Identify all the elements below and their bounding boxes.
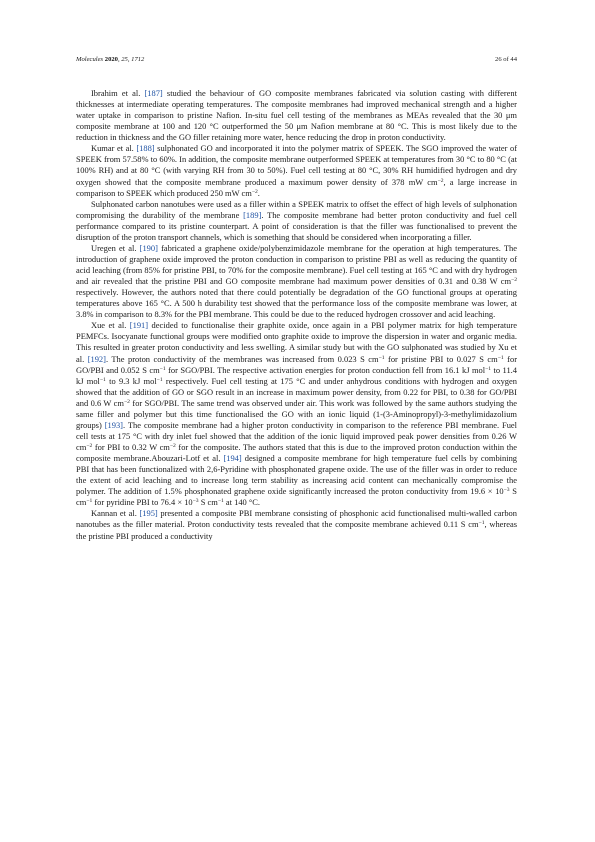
text-run: . The composite membrane had a higher proton conductivity in comparison to the reference PBI membrane. Fuel cell tests at 175 °C with dry inlet fuel showed that the addition of the ionic liquid improved peak power densities from 0.26 W cm — [76, 419, 518, 452]
journal-citation — [76, 56, 144, 63]
text-run: . The proton conductivity of the membranes was increased from 0.023 S cm — [105, 353, 379, 364]
text-run: for pristine PBI to 0.027 S cm — [384, 353, 498, 364]
text-run: for GO/PBI and 0.052 S cm — [76, 353, 518, 375]
superscript: −1 — [156, 376, 163, 383]
text-run: to 9.3 kJ mol — [105, 375, 157, 386]
page-header — [76, 56, 517, 63]
citation-link[interactable]: [193] — [104, 419, 123, 430]
text-run: for SGO/PBI. The respective activation energies for proton conduction fell from 16.1 kJ mol — [165, 364, 486, 375]
citation-link[interactable]: [194] — [223, 453, 242, 464]
text-run: presented a composite PBI membrane consisting of phosphonic acid functionalised multi-walled carbon nanotubes as the filler material. Proton conductivity tests revealed that the composite membrane achieved 0.11 S cm — [76, 508, 517, 530]
body-text — [76, 88, 517, 542]
citation-link[interactable]: [192] — [87, 353, 106, 364]
paragraph-kumar — [76, 143, 517, 198]
paragraph-kannan — [76, 508, 517, 541]
text-run: studied the behaviour of GO composite membranes fabricated via solution casting with different thicknesses at intermediate operating temperatures. The composite membranes had improved mechanical strength and a higher water uptake in comparison to pristine Nafion. In-situ fuel cell testing of the membranes as MEAs revealed that the 30 μm composite membrane at 100 and 120 °C outperformed the 50 μm Nafion membrane at 80 °C. This is most likely due to the reduction in thickness and the GO filler retaining more water, hence reducing the drop in proton conductivity. — [76, 88, 517, 143]
superscript: −1 — [478, 520, 485, 527]
citation-link[interactable]: [195] — [139, 508, 158, 519]
text-run: . — [257, 187, 260, 198]
citation-link[interactable]: [191] — [129, 320, 149, 331]
text-run: at 140 °C. — [223, 497, 260, 508]
text-run: S cm — [198, 497, 218, 508]
superscript: −1 — [485, 365, 492, 372]
superscript: −3 — [503, 487, 510, 494]
text-run: designed a composite membrane for high temperature fuel cells by combining PBI that has been functionalized with 2,6-Pyridine with phosphonated grapene oxide. The use of the filler was in order to reduce the extent of acid leaching and to increase long term stability as increasing acid content can mechanically compromise the polymer. The addition of 1.5% phosphonated graphene oxide significantly increased the proton conductivity from 19.6 × 10 — [76, 453, 518, 497]
text-run: Xue et al. — [91, 320, 130, 331]
text-run: decided to functionalise their graphite oxide, once again in a PBI polymer matrix for high temperature PEMFCs. Isocyanate functional groups were modified onto graphite oxide to improve the dispersion in water and organic media. This resulted in greater proton conductivity and less swelling. A similar study but with the GO sulphonated was studied by Xu et al. — [76, 320, 517, 364]
text-run: Sulphonated carbon nanotubes were used as a filler within a SPEEK matrix to offset the effect of high levels of sulphonation compromising the durability of the membrane — [76, 198, 517, 220]
superscript: −1 — [86, 498, 93, 505]
citation-link[interactable]: [188] — [136, 143, 155, 154]
text-run: for the composite. The authors stated that this is due to the improved proton conduction within the composite membrane.Abouzari-Lotf et al. — [76, 442, 517, 464]
superscript: −1 — [99, 376, 106, 383]
text-run: for pyridine PBI to 76.4 × 10 — [92, 497, 193, 508]
superscript: −2 — [124, 398, 130, 405]
superscript: −2 — [251, 188, 258, 195]
paragraph-sulphonated-cnt — [76, 199, 517, 243]
text-run: respectively. Fuel cell testing at 175 °C and under anhydrous conditions with hydrogen and oxygen showed that the addition of GO or SGO result in an increase in maximum power density, from 0.22 for PBI, to 0.38 for GO/PBI and 0.6 W cm — [76, 375, 517, 408]
text-run: to 11.4 kJ mol — [76, 364, 518, 386]
superscript: −2 — [511, 277, 517, 284]
text-run: Ibrahim et al. — [91, 88, 145, 98]
citation-link[interactable]: [187] — [144, 88, 163, 98]
text-run: , whereas the pristine PBI produced a conductivity — [76, 519, 517, 541]
journal-name: Molecules — [76, 56, 104, 63]
superscript: −1 — [497, 354, 504, 361]
paragraph-uregen — [76, 243, 517, 320]
text-run: Kumar et al. — [91, 143, 137, 154]
superscript: −1 — [378, 354, 385, 361]
paragraph-xue — [76, 320, 517, 508]
superscript: −1 — [159, 365, 166, 372]
citation-link[interactable]: [190] — [139, 242, 158, 253]
citation-link[interactable]: [189] — [243, 209, 262, 220]
journal-year: 2020 — [104, 56, 118, 63]
text-run: for SGO/PBI. The same trend was observed under air. This work was followed by the same authors studying the same filler and polymer but this time functionalised the GO with an ionic liquid (1-(3-Aminopropyl)-3-methylimidazolium groups) — [76, 397, 517, 430]
superscript: −1 — [217, 498, 224, 505]
text-run: for PBI to 0.32 W cm — [92, 442, 170, 452]
journal-volume-pages: , 25, 1712 — [117, 56, 145, 63]
superscript: −2 — [86, 443, 93, 449]
text-run: . The composite membrane had better proton conductivity and fuel cell performance compared to its pristine counterpart. A point of consideration is that the filler was functionalised to prevent the disruption of the proton transport channels, which is something that should be considered when incorporating a filler. — [76, 209, 517, 242]
superscript: −2 — [169, 443, 176, 449]
text-run: sulphonated GO and incorporated it into the polymer matrix of SPEEK. The SGO improved the water of SPEEK from 57.58% to 60%. In addition, the composite membrane outperformed SPEEK at temperatures from 30 °C to 80 °C (at 100% RH) and at 80 °C (with varying RH from 30 to 50%). Fuel cell testing at 80 °C, 30% RH humidified hydrogen and dry oxygen showed that the composite membrane produced a maximum power density of 378 mW cm — [76, 143, 517, 187]
superscript: −3 — [192, 498, 199, 505]
text-run: Uregen et al. — [91, 242, 140, 253]
text-run: , a large increase in comparison to SPEEK which produced 250 mW cm — [76, 176, 517, 198]
text-run: S cm — [76, 486, 517, 508]
page-number: 26 of 44 — [495, 56, 517, 63]
text-run: respectively. However, the authors noted that there could potentially be degradation of the GO functional groups at operating temperatures above 165 °C. A 500 h durability test showed that the performance loss of the composite membrane was lower, at 3.8% in comparison to 8.3% for the PBI membrane. This could be due to the reduced hydrogen crossover and acid leaching. — [76, 287, 517, 320]
paragraph-ibrahim — [76, 88, 517, 143]
text-run: Kannan et al. — [91, 508, 140, 519]
text-run: fabricated a graphene oxide/polybenzimidazole membrane for the operation at high temperatures. The introduction of graphene oxide improved the proton conduction in comparison to pristine PBI as well as reducing the quantity of acid leaching (from 85% for pristine PBI, to 70% for the composite membrane). Fuel cell testing at 165 °C and with dry hydrogen and air revealed that the pristine PBI and GO composite membrane had maximum power densities of 0.31 and 0.38 W cm — [76, 242, 518, 287]
superscript: −2 — [437, 177, 444, 184]
